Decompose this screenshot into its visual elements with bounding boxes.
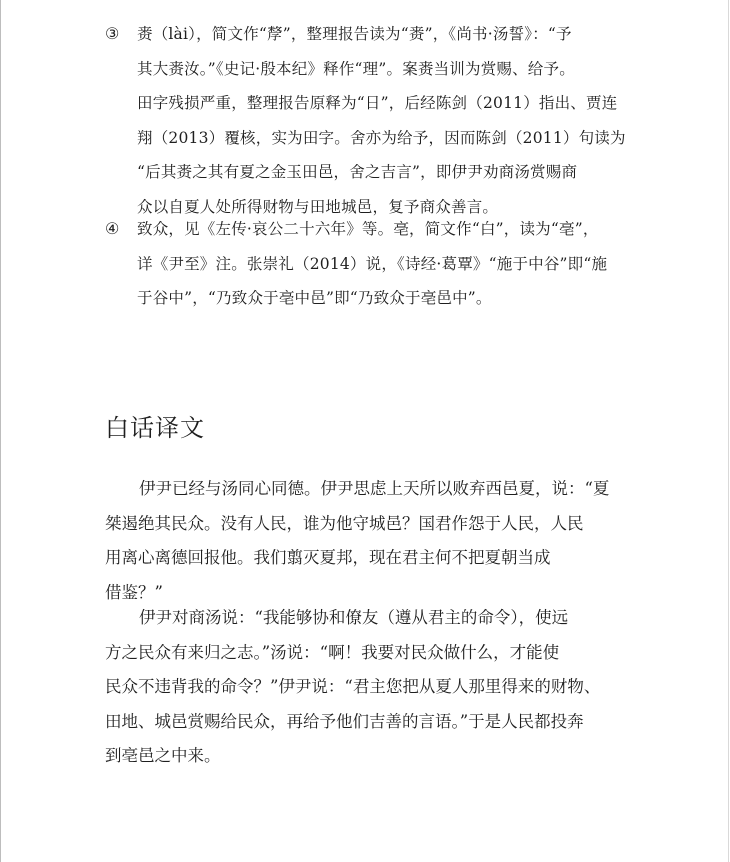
paragraph-line: 伊尹已经与汤同心同德。伊尹思虑上天所以败弃西邑夏，说：“夏 — [139, 479, 610, 498]
footnote-number: ④ — [105, 219, 120, 238]
paragraph-line: 借鉴？” — [105, 582, 163, 602]
footnote-number: ③ — [105, 24, 120, 43]
paragraph-line: 民众不违背我的命令？”伊尹说：“君主您把从夏人那里得来的财物、 — [105, 677, 601, 696]
page-edge-right — [728, 0, 729, 862]
page-edge-left — [0, 0, 1, 862]
paragraph-line: 田地、城邑赏赐给民众，再给予他们吉善的言语。”于是人民都投奔 — [105, 711, 584, 731]
footnote-line: 翔（2013）覆核，实为田字。舍亦为给予，因而陈剑（2011）句读为 — [137, 128, 626, 147]
footnote-line: “后其赉之其有夏之金玉田邑，舍之吉言”，即伊尹劝商汤赏赐商 — [137, 163, 578, 181]
paragraph-line: 桀遏绝其民众。没有人民，谁为他守城邑？国君作怨于人民，人民 — [105, 513, 584, 533]
footnote-line: 致众，见《左传·哀公二十六年》等。亳，简文作“白”，读为“亳”， — [137, 220, 599, 238]
footnote-text — [137, 212, 652, 316]
footnote-text — [137, 17, 652, 224]
section-heading: 白话译文 — [105, 413, 205, 442]
paragraph-line: 用离心离德回报他。我们翦灭夏邦，现在君主何不把夏朝当成 — [105, 548, 551, 567]
paragraph-line: 伊尹对商汤说：“我能够协和僚友（遵从君主的命令），使远 — [139, 608, 569, 627]
footnote-line: 于谷中”，“乃致众于亳中邑”即“乃致众于亳邑中”。 — [137, 289, 492, 307]
footnote-line: 赉（lài），简文作“孷”，整理报告读为“赉”，《尚书·汤誓》：“予 — [137, 25, 572, 43]
footnote-line: 田字残损严重，整理报告原释为“日”，后经陈剑（2011）指出、贾连 — [137, 94, 618, 112]
footnote-line: 详《尹至》注。张崇礼（2014）说，《诗经·葛覃》“施于中谷”即“施 — [137, 254, 608, 273]
translation-paragraph-1 — [105, 472, 650, 610]
paragraph-line: 方之民众有来归之志。”汤说：“啊！我要对民众做什么，才能使 — [105, 642, 560, 662]
footnote-line: 其大赉汝。”《史记·殷本纪》释作“理”。案赉当训为赏赐、给予。 — [137, 59, 575, 78]
translation-paragraph-2 — [105, 601, 650, 774]
footnote-line: 众以自夏人处所得财物与田地城邑，复予商众善言。 — [137, 197, 499, 216]
paragraph-line: 到亳邑之中来。 — [105, 746, 221, 765]
